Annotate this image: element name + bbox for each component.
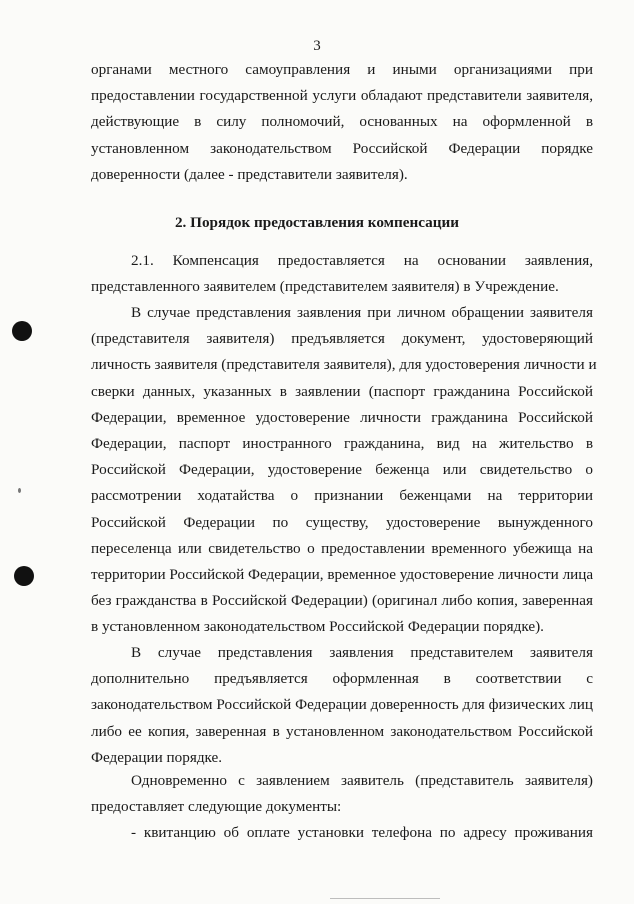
documents-paragraph [91, 768, 593, 847]
text-line: предоставляет следующие документы: [91, 798, 342, 816]
personal-appeal-paragraph [91, 300, 597, 640]
text-line: либо ее копия, заверенная в установленном законодательством Российской [91, 722, 593, 740]
text-line: сверки данных, указанных в заявлении (паспорт гражданина Российской [91, 382, 593, 400]
text-line: личность заявителя (представителя заявителя), для удостоверения личности и [91, 356, 597, 374]
clause-2-1-paragraph [91, 248, 593, 300]
text-line: Федерации, временное удостоверение личности гражданина Российской [91, 408, 593, 426]
text-line: доверенности (далее - представители заявителя). [91, 165, 408, 183]
text-line: Федерации, паспорт иностранного гражданина, вид на жительство в [91, 434, 593, 452]
text-line: предоставлении государственной услуги обладают представители заявителя, [91, 87, 593, 105]
text-line: переселенца или свидетельство о предоставлении временного убежища на [91, 539, 593, 557]
text-line: Одновременно с заявлением заявитель (представитель заявителя) [131, 772, 593, 789]
text-line: Российской Федерации, удостоверение беженца или свидетельство о [91, 461, 593, 479]
representative-paragraph [91, 640, 593, 771]
punch-hole-lower [14, 566, 34, 586]
section-heading: 2. Порядок предоставления компенсации [174, 214, 460, 231]
text-line: дополнительно предъявляется оформленная в соответствии с [91, 670, 593, 688]
punch-hole-upper [12, 321, 32, 341]
text-line: в установленном законодательством Российской Федерации порядке). [91, 618, 544, 636]
scan-edge-mark [330, 898, 440, 899]
text-line: органами местного самоуправления и иными организациями при [91, 61, 593, 78]
text-line: Федерации порядке. [91, 748, 223, 766]
text-line: рассмотрении ходатайства о признании беженцами на территории [91, 487, 593, 505]
text-line: В случае представления заявления при личном обращении заявителя [131, 304, 593, 321]
list-item: - квитанцию об оплате установки телефона по адресу проживания [131, 824, 593, 842]
scan-speck [18, 488, 21, 493]
text-line: законодательством Российской Федерации доверенность для физических лиц [91, 696, 593, 714]
text-line: без гражданства в Российской Федерации) (оригинал либо копия, заверенная [91, 592, 593, 610]
text-line: представленного заявителем (представителем заявителя) в Учреждение. [91, 278, 559, 296]
text-line: территории Российской Федерации, временное удостоверение личности лица [91, 565, 594, 583]
intro-paragraph [91, 57, 593, 188]
page-number: 3 [313, 38, 321, 54]
text-line: (представителя заявителя) предъявляется документ, удостоверяющий [91, 330, 593, 348]
text-line: действующие в силу полномочий, основанных на оформленной в [91, 113, 593, 131]
text-line: 2.1. Компенсация предоставляется на основании заявления, [131, 252, 593, 269]
text-line: Российской Федерации по существу, удостоверение вынужденного [91, 513, 593, 531]
text-line: установленном законодательством Российской Федерации порядке [91, 139, 593, 157]
text-line: В случае представления заявления представителем заявителя [131, 644, 593, 661]
